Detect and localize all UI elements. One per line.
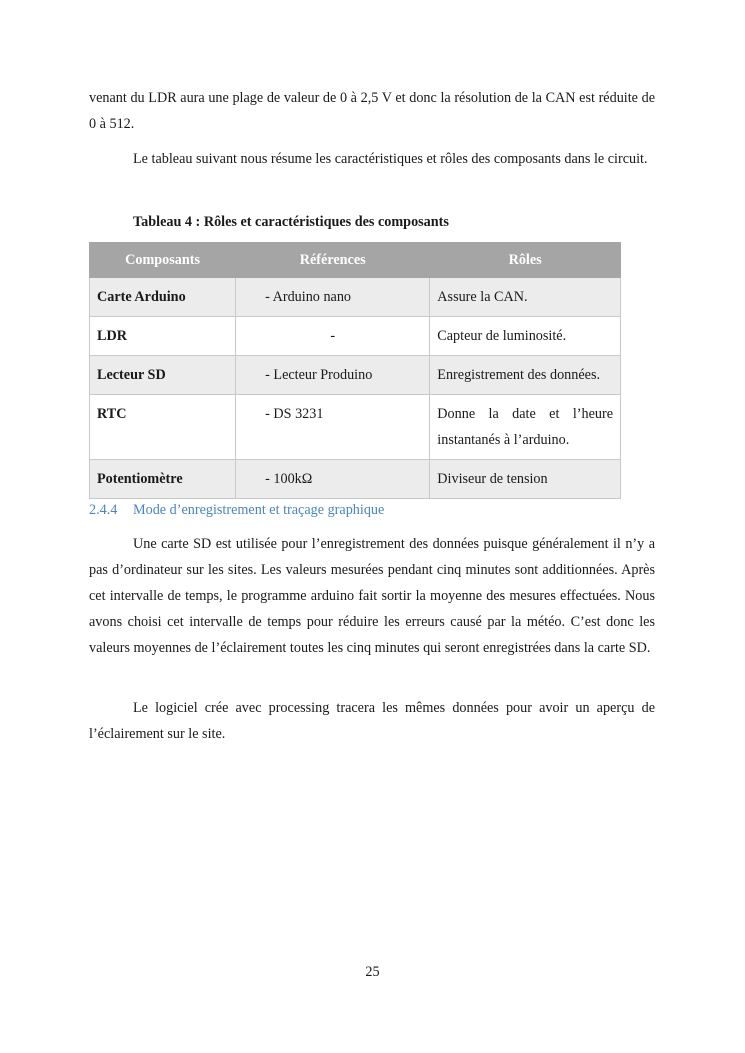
cell-reference: - Arduino nano [236, 278, 430, 317]
cell-component: Lecteur SD [90, 356, 236, 395]
cell-role: Enregistrement des données. [430, 356, 621, 395]
cell-role: Capteur de luminosité. [430, 317, 621, 356]
cell-component: Carte Arduino [90, 278, 236, 317]
cell-role: Diviseur de tension [430, 460, 621, 499]
paragraph-sd-card: Une carte SD est utilisée pour l’enregistrement des données puisque généralement il n’y a pas d’ordinateur sur les sites. Les valeurs mesurées pendant cinq minutes sont additionnées. Après cet intervalle de temps, le programme arduino fait sortir la moyenne des mesures effectuées. Nous avons choisi cet intervalle de temps pour réduire les erreurs causé par la météo. C’est donc les valeurs moyennes de l’éclairement toutes les cinq minutes qui seront enregistrées dans la carte SD. [89, 536, 655, 656]
cell-reference: - Lecteur Produino [236, 356, 430, 395]
cell-role: Assure la CAN. [430, 278, 621, 317]
section-heading [89, 497, 384, 523]
table-caption: Tableau 4 : Rôles et caractéristiques des composants [133, 214, 449, 230]
cell-component: Potentiomètre [90, 460, 236, 499]
table-row [90, 317, 621, 356]
header-composants: Composants [90, 243, 236, 278]
cell-reference: - DS 3231 [236, 395, 430, 460]
table-row [90, 395, 621, 460]
paragraph-processing: Le logiciel crée avec processing tracera les mêmes données pour avoir un aperçu de l’éclairement sur le site. [89, 700, 655, 742]
table-row [90, 278, 621, 317]
table-header-row [90, 243, 621, 278]
cell-component: LDR [90, 317, 236, 356]
header-references: Références [236, 243, 430, 278]
cell-reference: - [236, 317, 430, 356]
section-number: 2.4.4 [89, 502, 118, 518]
table-row [90, 356, 621, 395]
paragraph-table-intro: Le tableau suivant nous résume les caractéristiques et rôles des composants dans le circuit. [133, 151, 648, 167]
cell-reference: - 100kΩ [236, 460, 430, 499]
section-title: Mode d’enregistrement et traçage graphique [133, 502, 385, 518]
page-number: 25 [365, 964, 380, 980]
paragraph-ldr-range: venant du LDR aura une plage de valeur de 0 à 2,5 V et donc la résolution de la CAN est réduite de 0 à 512. [89, 90, 655, 132]
cell-role: Donne la date et l’heure instantanés à l’arduino. [430, 395, 621, 460]
components-table [89, 242, 621, 499]
cell-component: RTC [90, 395, 236, 460]
table-row [90, 460, 621, 499]
header-roles: Rôles [430, 243, 621, 278]
